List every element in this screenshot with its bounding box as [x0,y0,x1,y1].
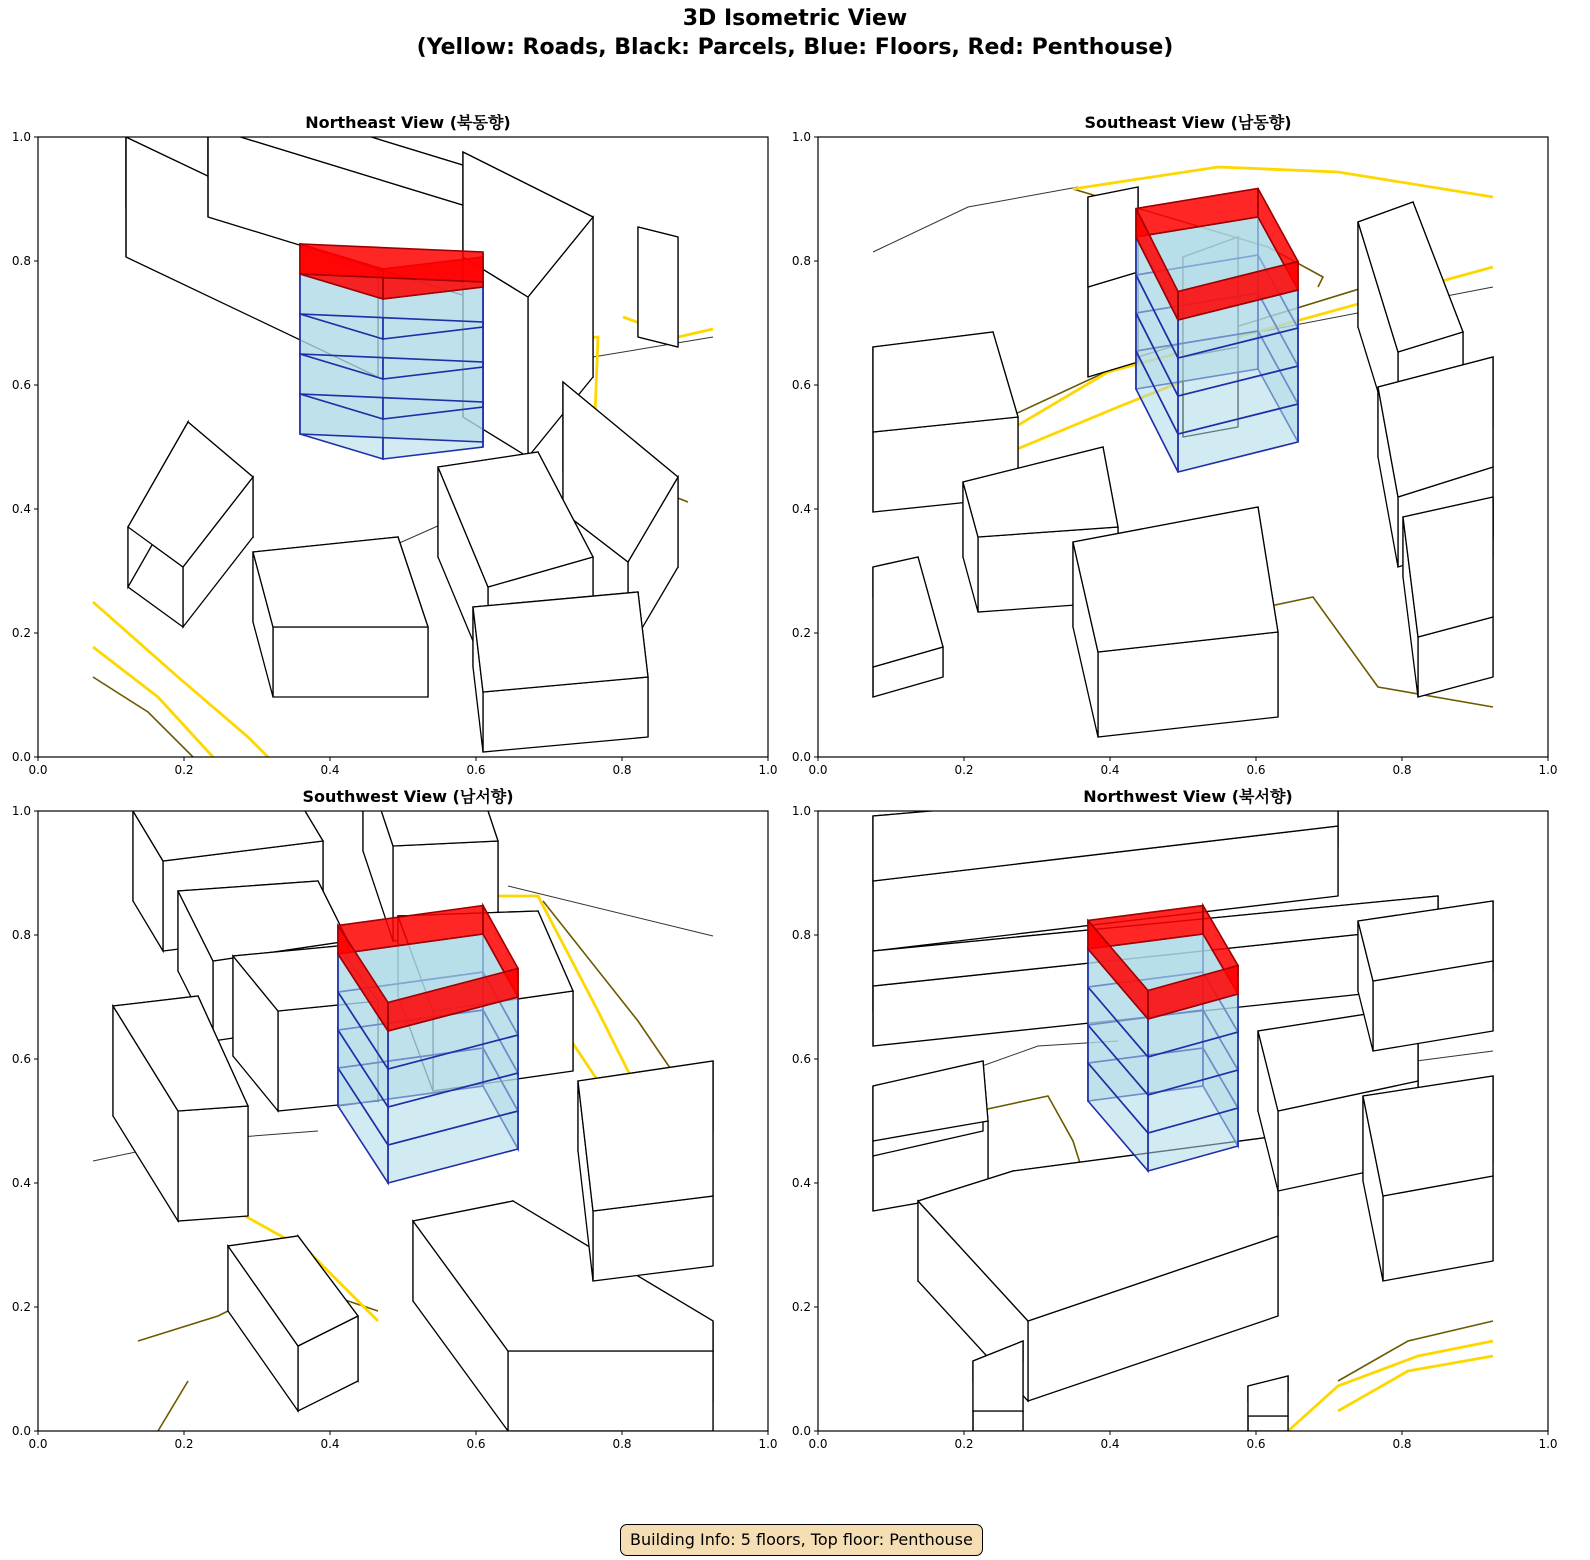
scene-northwest [818,776,1548,1431]
panel-southeast [792,130,1558,777]
scene-southwest [38,751,768,1431]
parcel-building-7-roof [473,592,648,692]
x-tick-label: 1.0 [758,763,778,777]
parcel-building-8 [638,227,678,347]
parcel-building-7-face [973,1411,1023,1431]
y-tick-label: 1.0 [791,130,811,144]
y-tick-label: 0.6 [791,378,811,392]
parcel-building-5 [1363,1076,1493,1281]
scene-southeast [818,137,1548,757]
panel-northwest [792,776,1558,1451]
panel-southwest [12,751,778,1451]
x-tick-label: 0.6 [466,1437,486,1451]
x-tick-label: 0.8 [1392,763,1412,777]
y-tick-label: 0.2 [791,1300,811,1314]
y-tick-label: 0.4 [11,502,31,516]
building-info-box: Building Info: 5 floors, Top floor: Penthouse [620,1524,983,1556]
x-tick-label: 0.6 [466,763,486,777]
x-tick-label: 1.0 [1538,763,1558,777]
y-tick-label: 0.2 [11,626,31,640]
x-tick-label: 1.0 [758,1437,778,1451]
y-tick-label: 0.2 [791,626,811,640]
x-tick-label: 0.4 [1100,1437,1120,1451]
x-tick-label: 0.2 [954,763,974,777]
parcel-building-6 [253,537,428,697]
parcel-building-8 [578,1061,713,1281]
y-tick-label: 1.0 [11,804,31,818]
y-tick-label: 0.0 [791,1424,811,1438]
x-tick-label: 0.8 [612,763,632,777]
scene-northeast [38,87,768,757]
parcel-building-4-roof [1088,187,1138,287]
y-tick-label: 0.0 [11,1424,31,1438]
parcel-building-6-roof [253,537,428,627]
x-tick-label: 0.0 [808,1437,828,1451]
x-tick-label: 0.6 [1246,763,1266,777]
parcel-building-8-roof [638,227,678,347]
x-tick-label: 0.2 [174,1437,194,1451]
target-building [300,244,483,459]
y-tick-label: 0.6 [11,378,31,392]
y-tick-label: 0.6 [791,1052,811,1066]
x-tick-label: 1.0 [1538,1437,1558,1451]
y-tick-label: 0.4 [11,1176,31,1190]
y-tick-label: 0.4 [791,1176,811,1190]
parcel-building-2 [1073,507,1278,737]
panel-northeast [12,87,778,777]
panel-title-southeast: Southeast View (남동향) [1084,113,1292,132]
y-tick-label: 0.6 [11,1052,31,1066]
y-tick-label: 0.8 [791,928,811,942]
parcel-building-8 [1248,1376,1288,1431]
x-tick-label: 0.8 [1392,1437,1412,1451]
y-tick-label: 0.2 [11,1300,31,1314]
y-tick-label: 0.8 [11,928,31,942]
y-tick-label: 0.8 [791,254,811,268]
y-tick-label: 0.0 [791,750,811,764]
parcel-building-6-face [273,627,428,697]
x-tick-label: 0.0 [28,763,48,777]
y-tick-label: 0.8 [11,254,31,268]
parcel-building-5-roof [1363,1076,1493,1196]
x-tick-label: 0.0 [28,1437,48,1451]
target-building [1136,189,1298,473]
x-tick-label: 0.4 [320,1437,340,1451]
parcel-building-6 [1358,901,1493,1051]
panel-title-northeast: Northeast View (북동향) [305,113,511,132]
x-tick-label: 0.2 [174,763,194,777]
parcel-building-7-face [508,1351,713,1431]
y-tick-label: 1.0 [11,130,31,144]
parcel-building-0-roof [873,332,1018,432]
x-tick-label: 0.0 [808,763,828,777]
parcel-building-3-face [178,1106,248,1221]
parcel-building-7 [473,592,648,752]
parcel-building-8-roof [578,1061,713,1211]
y-tick-label: 0.4 [791,502,811,516]
parcel-building-7 [1403,497,1493,697]
target-building [338,906,518,1184]
parcel-building-4-face [1088,272,1138,377]
panel-title-southwest: Southwest View (남서향) [302,787,514,806]
x-tick-label: 0.4 [1100,763,1120,777]
x-tick-label: 0.8 [612,1437,632,1451]
parcel-building-7-roof [1403,497,1493,637]
parcel-building-4 [1088,187,1138,377]
y-tick-label: 0.0 [11,750,31,764]
figure-title-line-2: (Yellow: Roads, Black: Parcels, Blue: Floors, Red: Penthouse) [416,35,1174,60]
y-tick-label: 1.0 [791,804,811,818]
panel-title-northwest: Northwest View (북서향) [1083,787,1293,806]
x-tick-label: 0.2 [954,1437,974,1451]
x-tick-label: 0.4 [320,763,340,777]
x-tick-label: 0.6 [1246,1437,1266,1451]
parcel-building-8-face [1248,1416,1288,1431]
figure-title-line-1: 3D Isometric View [682,6,908,31]
